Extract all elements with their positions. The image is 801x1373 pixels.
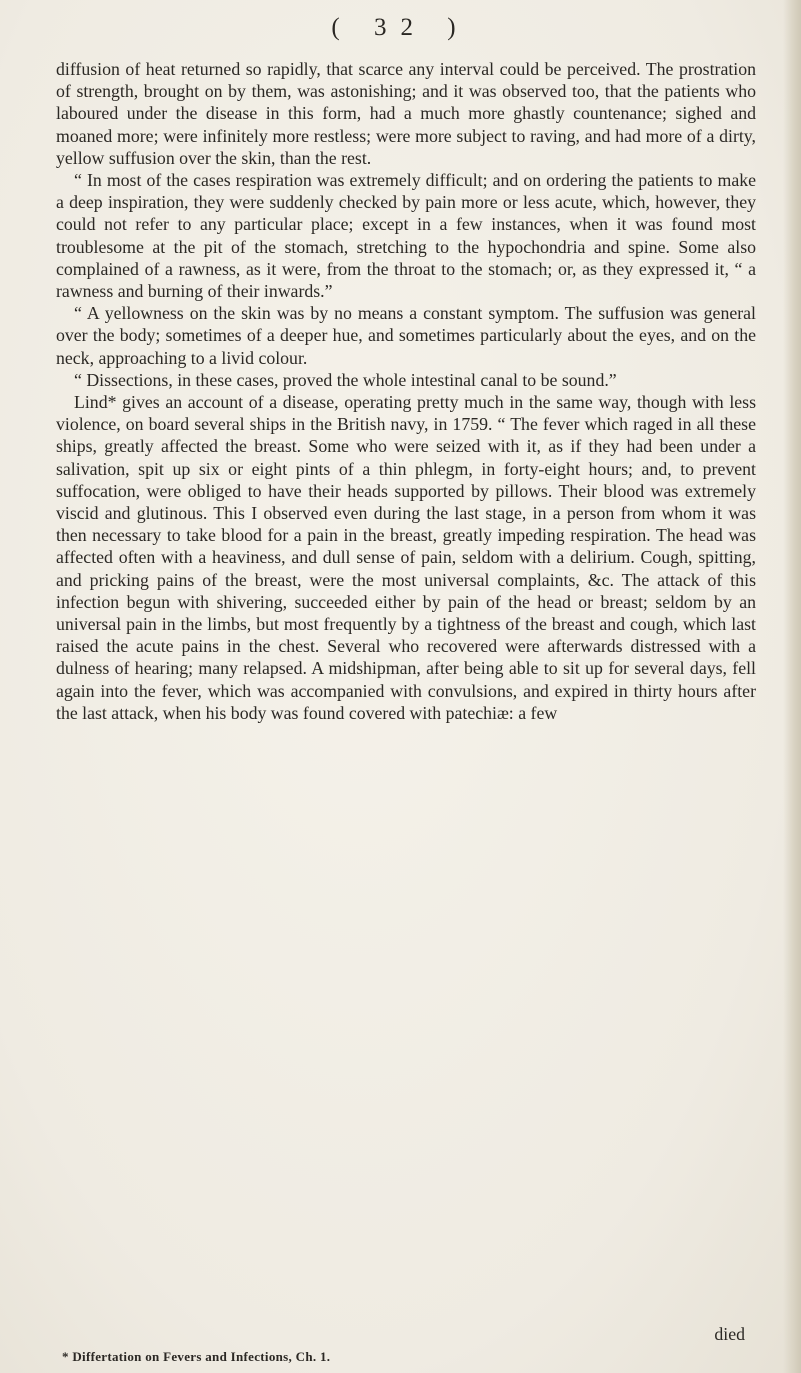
paragraph-4: “ Dissections, in these cases, proved the whole intestinal canal to be sound.” xyxy=(74,369,617,390)
paragraph-5: Lind* gives an account of a disease, operating pretty much in the same way, though with less violence, on board several ships in the British navy, in 1759. “ The fever which raged in all these ships, greatly affected the breast. Some who were seized with it, as if they had been under a salivation, spit up six or eight pints of a thin phlegm, in forty-eight hours; and, to prevent suffocation, were obliged to have their heads supported by pillows. Their blood was extremely viscid and glutinous. This I observed even during the last stage, in a person from whom it was then necessary to take blood for a pain in the breast, greatly impeding respiration. The head was affected often with a heaviness, and dull sense of pain, seldom with a delirium. Cough, spitting, and pricking pains of the breast, were the most universal complaints, &c. The attack of this infection begun with shivering, succeeded either by pain of the head or breast; seldom by an universal pain in the limbs, but most frequently by a tightness of the breast and cough, which last raised the acute pains in the chest. Several who recovered were afterwards distressed with a dulness of hearing; many relapsed. A midshipman, after being able to sit up for several days, fell again into the fever, which was accompanied with convulsions, and expired in thirty hours after the last attack, when his body was found covered with patechiæ: a few xyxy=(56,392,756,723)
body-text xyxy=(56,58,756,724)
paragraph-2: “ In most of the cases respiration was extremely difficult; and on ordering the patients to make a deep inspiration, they were suddenly checked by pain more or less acute, which, however, they could not refer to any particular place; except in a few instances, when it was found most troublesome at the pit of the stomach, stretching to the hypochondria and spine. Some also complained of a rawness, as it were, from the throat to the stomach; or, as they expressed it, “ a rawness and burning of their inwards.” xyxy=(56,170,756,302)
footnote: * Differtation on Fevers and Infections, Ch. 1. xyxy=(62,1349,331,1364)
page-number: ( 32 ) xyxy=(331,14,470,41)
paragraph-3: “ A yellowness on the skin was by no means a constant symptom. The suffusion was general over the body; sometimes of a deeper hue, and sometimes particularly about the eyes, and on the neck, approaching to a livid colour. xyxy=(56,303,756,368)
paragraph-1: diffusion of heat returned so rapidly, that scarce any interval could be perceived. The prostration of strength, brought on by them, was astonishing; and it was observed too, that the patients who laboured under the disease in this form, had a much more ghastly countenance; sighed and moaned more; were infinitely more restless; were more subject to raving, and had more of a dirty, yellow suffusion over the skin, than the rest. xyxy=(56,59,756,168)
page-edge-shadow xyxy=(783,0,801,1373)
catchword: died xyxy=(714,1324,745,1344)
